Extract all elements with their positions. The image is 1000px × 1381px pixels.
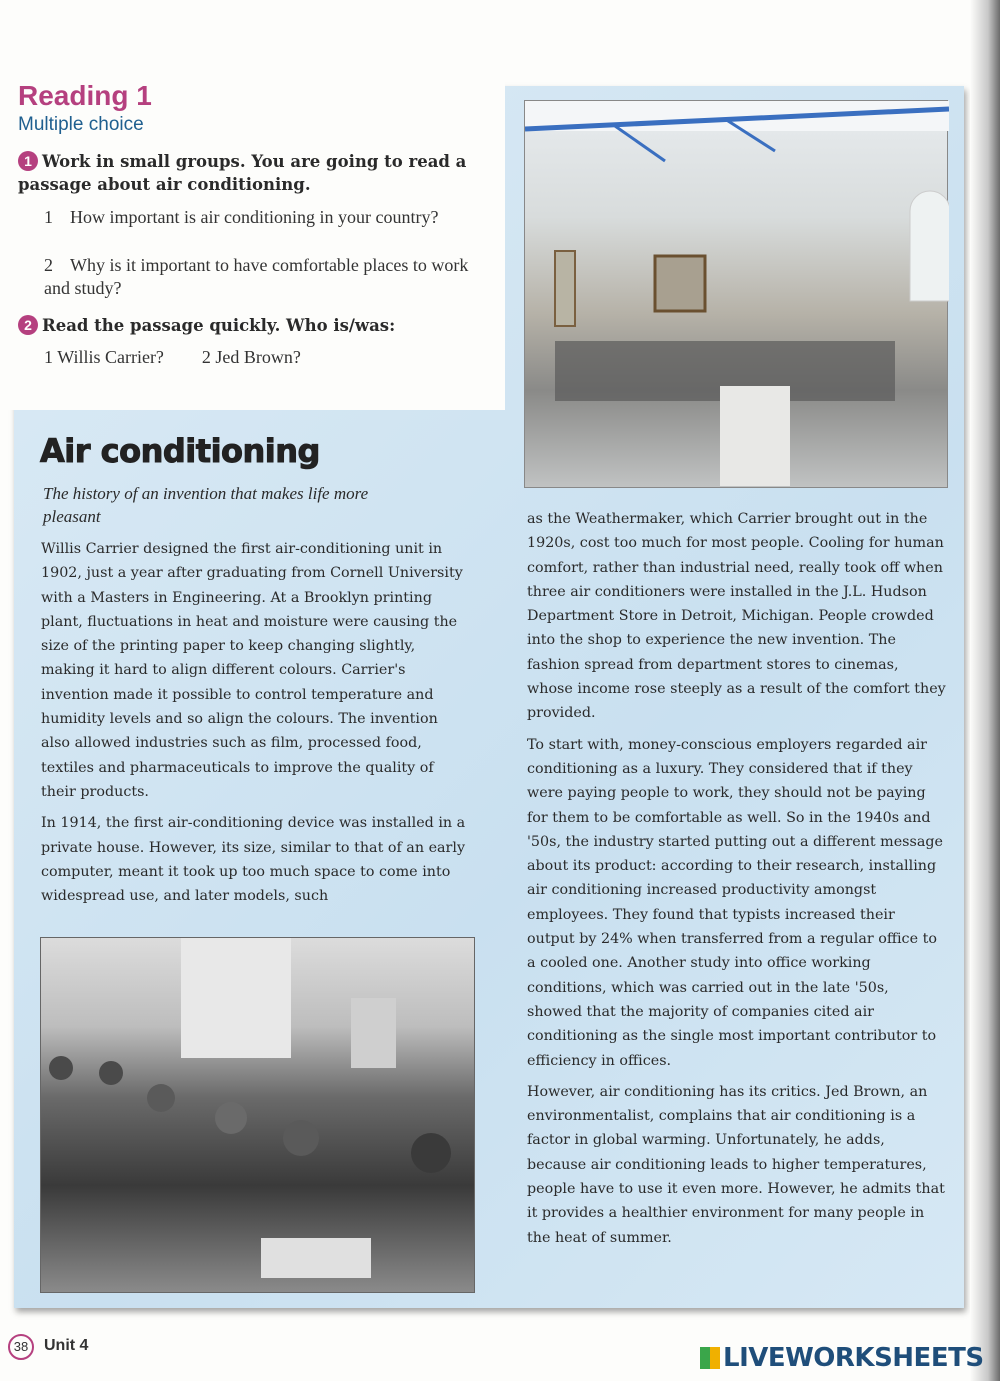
paragraph: In 1914, the first air-conditioning device was installed in a private house. However, its size, similar to that of an early computer, meant it took up too much space to come into widespread use, and later models, such <box>41 815 466 905</box>
paragraph: To start with, money-conscious employers regarded air conditioning as a luxury. They considered that if they were paying people to work, they should not be paying for them to be comfortable as well. So in the 1940s and '50s, the industry started putting out a different message about its product: according to their research, installing air conditioning increased productivity amongst employees. They found that typists increased their output by 24% when transferred from a regular office to a cooled one. Another study into office working conditions, which was carried out in the late '50s, showed that the majority of companies cited air conditioning as the single most important contributor to efficiency in offices. <box>527 736 943 1069</box>
paragraph: However, air conditioning has its critics. Jed Brown, an environmentalist, complains that air conditioning is a factor in global warming. Unfortunately, he adds, because air conditioning leads to higher temperatures, people have to use it even more. However, he admits that it provides a healthier environment for many people in the heat of summer. <box>527 1083 945 1246</box>
section-title: Reading 1 <box>18 80 152 111</box>
exercise-2-items: 1 Willis Carrier? 2 Jed Brown? <box>44 347 301 367</box>
book-spine-shadow <box>970 0 1000 1381</box>
paragraph: as the Weathermaker, which Carrier brought out in the 1920s, cost too much for most people. Cooling for human comfort, rather than industrial need, really took off when three air conditioners were installed in the J.L. Hudson Department Store in Detroit, Michigan. People crowded into the shop to experience the new invention. The fashion spread from department stores to cinemas, whose income rose steeply as a result of the comfort they provided. <box>527 511 946 722</box>
number-badge-icon: 2 <box>18 315 38 335</box>
exercise-2-instruction: 2 Read the passage quickly. Who is/was: <box>18 314 488 337</box>
paragraph: Willis Carrier designed the first air-conditioning unit in 1902, just a year after graduating from Cornell University with a Masters in Engineering. At a Brooklyn printing plant, fluctuations in heat and moisture were causing the size of the printing paper to keep changing slightly, making it hard to align different colours. Carrier's invention made it possible to control temperature and humidity levels and so align the colours. The invention also allowed industries such as film, processed food, textiles and pharmaceuticals to improve the quality of their products. <box>41 541 463 800</box>
live-logo-icon <box>700 1347 720 1369</box>
article-right-column <box>527 507 947 1257</box>
modern-office-photo <box>524 100 948 488</box>
exercise-1-item: 2 Why is it important to have comfortable places to work and study? <box>44 255 469 298</box>
vintage-typists-photo <box>40 937 475 1293</box>
article-left-column <box>41 537 471 915</box>
article-tagline: The history of an invention that makes life more pleasant <box>43 484 369 526</box>
article-title: Air conditioning <box>40 432 320 470</box>
liveworksheets-logo: LIVEWORKSHEETS <box>700 1343 984 1373</box>
typists-photo-illustration <box>41 938 476 1294</box>
exercise-1-item: 1 How important is air conditioning in your country? <box>44 207 439 227</box>
page-number: 38 <box>8 1334 34 1360</box>
office-photo-illustration <box>525 101 949 489</box>
unit-label: Unit 4 <box>44 1337 89 1354</box>
section-subtitle: Multiple choice <box>18 114 144 135</box>
exercise-1-instruction: 1 Work in small groups. You are going to read a passage about air conditioning. <box>18 152 467 194</box>
number-badge-icon: 1 <box>18 151 38 171</box>
